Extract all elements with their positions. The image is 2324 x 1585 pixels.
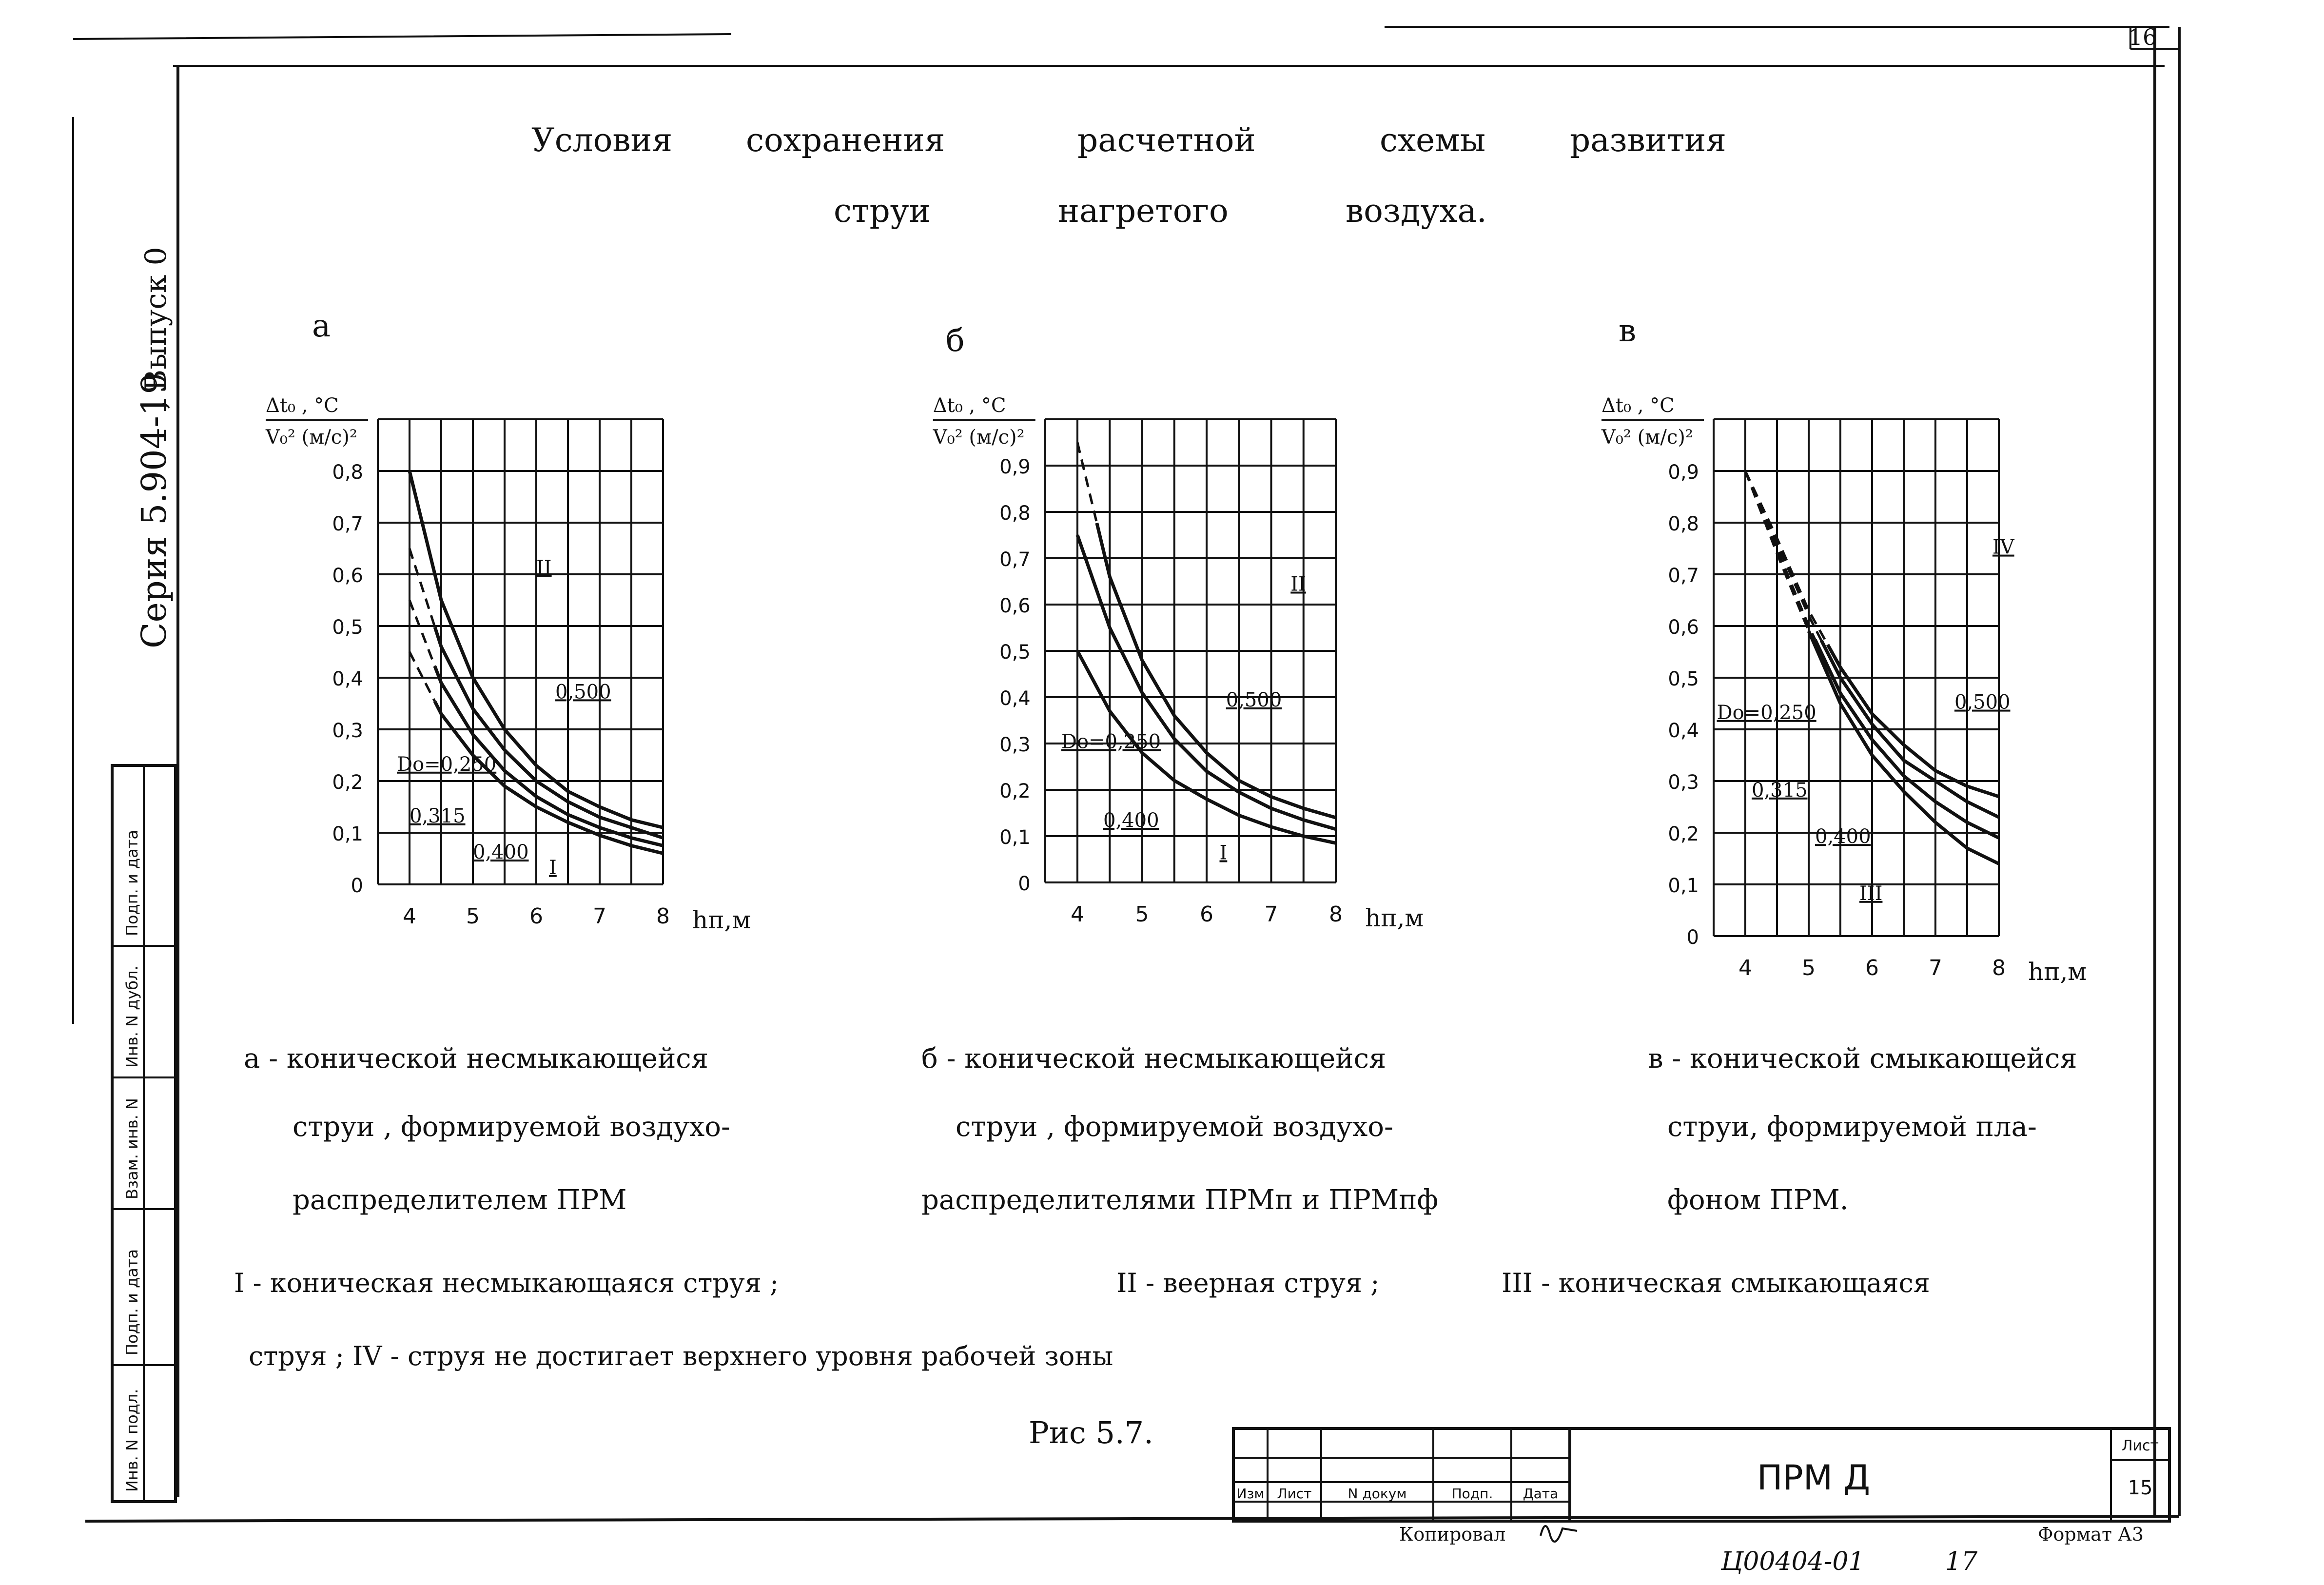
legend-note-1: I - коническая несмыкающаяся струя ; (234, 1268, 779, 1298)
side-stamp-cell-1: Инв. N подл. (123, 1389, 141, 1492)
side-stamp-cell-3: Взам. инв. N (123, 1098, 141, 1199)
stamp-header-2: Лист (1277, 1486, 1312, 1502)
y-tick-label: 0,6 (332, 565, 363, 587)
x-tick-label: 8 (1329, 902, 1343, 927)
y-tick-label: 0,2 (1668, 823, 1699, 845)
chart-panel-b (933, 323, 1424, 932)
side-issue: , Выпуск 0 (139, 247, 173, 410)
x-axis-label: hп,м (1365, 904, 1424, 932)
format-label: Формат А3 (2038, 1524, 2144, 1545)
x-tick-label: 6 (529, 904, 543, 929)
chart-panel-c (1601, 313, 2087, 986)
y-axis-label-bottom: V₀² (м/с)² (1601, 426, 1693, 449)
y-tick-label: 0,5 (999, 641, 1031, 664)
chart-panel-a (265, 308, 751, 934)
legend-note-4: струя ; IV - струя не достигает верхнего уровня рабочей зоны (249, 1341, 1113, 1371)
chart-annotation: I (549, 856, 557, 879)
copied-signature (1541, 1526, 1577, 1542)
chart-annotation: 0,500 (1226, 689, 1282, 711)
legend-notes (234, 1268, 1930, 1371)
chart-annotation: II (1290, 573, 1306, 596)
x-tick-label: 5 (1802, 956, 1816, 980)
chart-annotation: 0,500 (1954, 691, 2011, 714)
y-tick-label: 0,5 (332, 616, 363, 639)
caption-c (1648, 1043, 2077, 1216)
caption-a-line-1: а - конической несмыкающейся (244, 1043, 708, 1075)
y-tick-label: 0,7 (332, 513, 363, 535)
y-axis-label-top: Δt₀ , °С (1601, 394, 1675, 417)
y-axis-label-bottom: V₀² (м/с)² (266, 426, 357, 449)
title-block (1233, 1428, 2169, 1521)
y-tick-label: 0,5 (1668, 668, 1699, 690)
caption-b-line-2: струи , формируемой воздухо- (956, 1111, 1393, 1143)
x-tick-label: 7 (593, 904, 606, 929)
y-tick-label: 0,2 (332, 771, 363, 794)
y-tick-label: 0,3 (332, 720, 363, 742)
y-axis-label-top: Δt₀ , °С (266, 394, 339, 417)
chart-annotation: I (1219, 841, 1228, 864)
side-stamp-cell-2: Подп. и дата (123, 1249, 141, 1355)
series-curve (1828, 645, 1999, 797)
series-curve-dashed (410, 600, 435, 666)
caption-a-line-3: распределителем ПРМ (293, 1184, 627, 1216)
panel-letter: в (1619, 313, 1637, 349)
stamp-sheet-number: 15 (2128, 1477, 2153, 1499)
chart-annotation: 0,315 (1752, 779, 1808, 802)
y-tick-label: 0,6 (1668, 616, 1699, 639)
y-tick-label: 0,9 (999, 456, 1031, 478)
stamp-sheet-label: Лист (2121, 1437, 2159, 1454)
figure-caption: Рис 5.7. (1029, 1415, 1153, 1450)
x-tick-label: 6 (1865, 956, 1879, 980)
chart-annotation: IV (1992, 536, 2014, 559)
chart-annotation: 0,400 (473, 841, 529, 863)
stamp-header-3: N докум (1348, 1486, 1407, 1502)
y-tick-label: 0,4 (999, 687, 1031, 710)
side-stamp-cell-5: Подп. и дата (123, 830, 141, 936)
panel-letter: б (946, 323, 965, 359)
legend-note-2: II - веерная струя ; (1116, 1268, 1380, 1298)
chart-annotation: Dо=0,250 (1061, 730, 1161, 753)
y-tick-label: 0 (1686, 926, 1699, 949)
caption-c-line-3: фоном ПРМ. (1667, 1184, 1849, 1216)
y-tick-label: 0,1 (332, 823, 363, 845)
y-tick-label: 0 (351, 875, 363, 897)
x-tick-label: 7 (1264, 902, 1278, 927)
chart-annotation: 0,400 (1103, 809, 1159, 832)
x-tick-label: 5 (466, 904, 480, 929)
x-tick-label: 8 (656, 904, 670, 929)
y-tick-label: 0,4 (1668, 720, 1699, 742)
title-word-4: схемы (1380, 121, 1486, 159)
y-tick-label: 0,9 (1668, 461, 1699, 484)
chart-annotation: 0,500 (555, 681, 611, 704)
doc-number: 17 (1945, 1547, 1978, 1576)
caption-b (921, 1043, 1438, 1216)
title-word-6: струи (834, 192, 931, 230)
sheet-number-top: 16 (2128, 24, 2157, 50)
x-tick-label: 4 (403, 904, 416, 929)
chart-annotation: III (1859, 882, 1883, 905)
side-stamp-cell-4: Инв. N дубл. (123, 965, 141, 1068)
y-tick-label: 0,8 (1668, 513, 1699, 535)
y-tick-label: 0,7 (1668, 565, 1699, 587)
x-tick-label: 4 (1738, 956, 1752, 980)
title-word-2: сохранения (746, 121, 945, 159)
copied-label: Копировал (1399, 1524, 1506, 1545)
x-tick-label: 4 (1071, 902, 1084, 927)
y-tick-label: 0,6 (999, 595, 1031, 617)
y-tick-label: 0,3 (1668, 771, 1699, 794)
title-word-1: Условия (531, 121, 673, 159)
legend-note-3: III - коническая смыкающаяся (1502, 1268, 1930, 1298)
x-tick-label: 7 (1929, 956, 1942, 980)
stamp-header-4: Подп. (1451, 1486, 1493, 1502)
chart-annotation: II (536, 557, 552, 579)
y-axis-label-top: Δt₀ , °С (933, 394, 1006, 417)
side-series: Серия 5.904-19 (134, 372, 174, 648)
x-axis-label: hп,м (692, 906, 751, 934)
y-tick-label: 0,4 (332, 668, 363, 690)
doc-code: Ц00404-01 (1721, 1547, 1865, 1576)
x-tick-label: 5 (1135, 902, 1149, 927)
title-word-5: развития (1570, 121, 1726, 159)
y-tick-label: 0,1 (999, 826, 1031, 849)
caption-b-line-3: распределителями ПРМп и ПРМпф (921, 1184, 1439, 1216)
y-tick-label: 0 (1018, 873, 1031, 895)
title-word-7: нагретого (1058, 192, 1229, 230)
page-title (531, 121, 1726, 230)
series-curve-dashed (1745, 471, 1828, 645)
caption-b-line-1: б - конической несмыкающейся (921, 1043, 1387, 1075)
chart-annotation: 0,400 (1815, 825, 1871, 848)
chart-annotation: Dо=0,250 (1717, 701, 1816, 724)
title-word-3: расчетной (1077, 121, 1256, 159)
y-tick-label: 0,8 (332, 461, 363, 484)
y-tick-label: 0,7 (999, 548, 1031, 571)
chart-annotation: 0,315 (410, 804, 466, 827)
y-tick-label: 0,1 (1668, 875, 1699, 897)
y-tick-label: 0,8 (999, 502, 1031, 525)
x-axis-label: hп,м (2028, 958, 2087, 986)
chart-annotation: Dо=0,250 (397, 753, 497, 776)
y-tick-label: 0,3 (999, 734, 1031, 756)
y-tick-label: 0,2 (999, 780, 1031, 802)
y-axis-label-bottom: V₀² (м/с)² (933, 426, 1025, 449)
side-stamp (112, 765, 176, 1502)
stamp-title: ПРМ Д (1757, 1458, 1871, 1498)
caption-c-line-1: в - конической смыкающейся (1648, 1043, 2077, 1075)
title-word-8: воздуха. (1346, 192, 1487, 230)
caption-a-line-2: струи , формируемой воздухо- (293, 1111, 730, 1143)
series-curve (435, 627, 663, 838)
stamp-header-1: Изм (1236, 1486, 1265, 1502)
caption-a (244, 1043, 730, 1216)
stamp-header-5: Дата (1523, 1486, 1559, 1502)
x-tick-label: 8 (1992, 956, 2006, 980)
side-series-text (134, 247, 174, 648)
panel-letter: а (312, 308, 331, 344)
x-tick-label: 6 (1200, 902, 1213, 927)
caption-c-line-2: струи, формируемой пла- (1667, 1111, 2037, 1143)
